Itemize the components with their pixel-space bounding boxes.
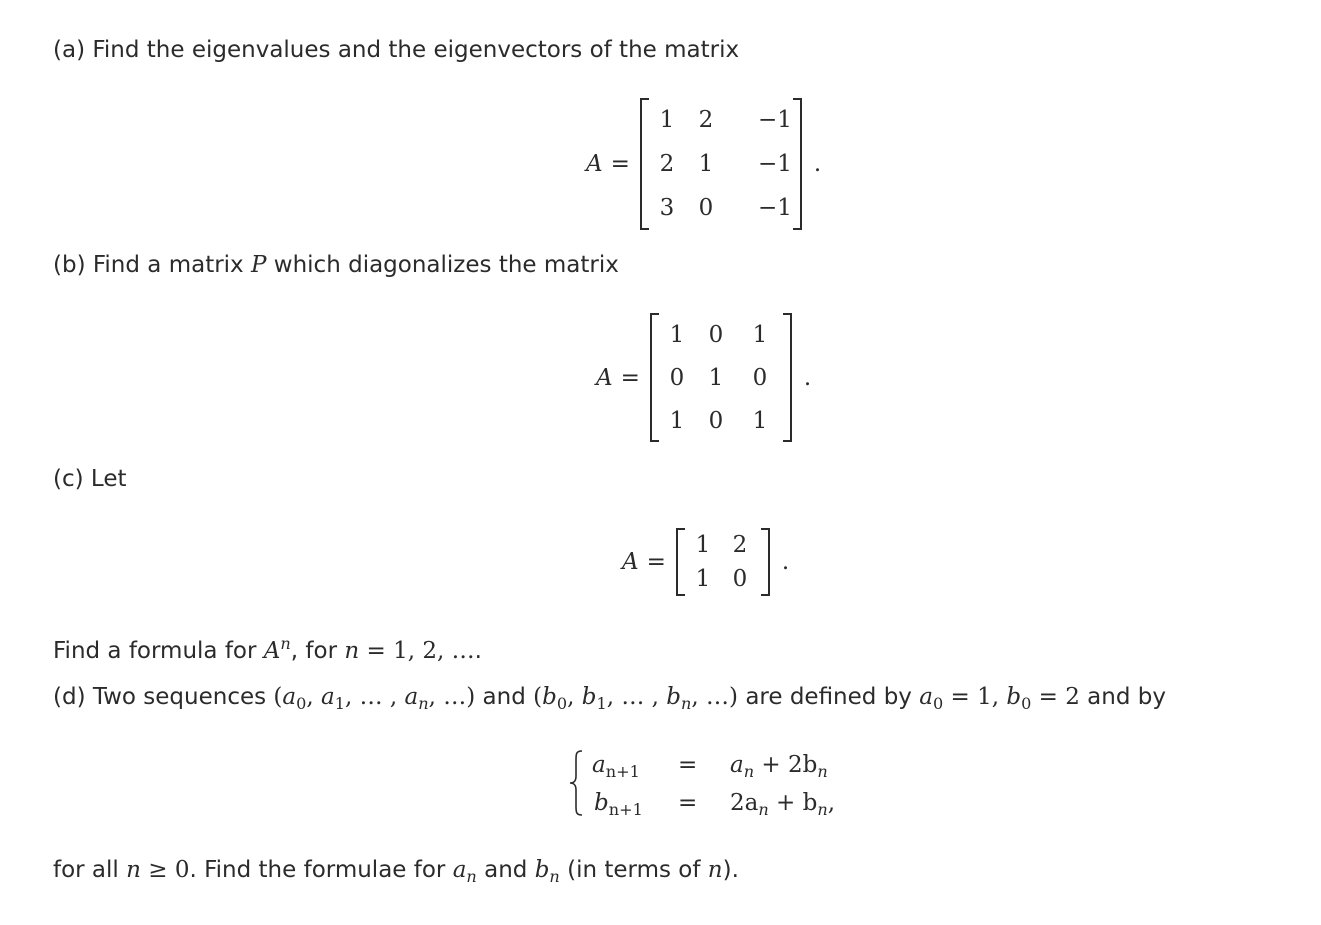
matrix-a-cell: −1 (758, 195, 792, 221)
matrix-b (650, 313, 792, 442)
recurrence-eq-2: = (678, 790, 698, 816)
part-a-text: (a) Find the eigenvalues and the eigenvectors of the matrix (53, 37, 740, 63)
matrix-a-cell: 2 (698, 107, 714, 133)
matrix-a-cell: 1 (659, 107, 675, 133)
part-b-text: (b) Find a matrix P which diagonalizes the matrix (53, 252, 619, 278)
matrix-b-cell: 0 (752, 364, 768, 391)
matrix-c-cell: 2 (732, 532, 748, 558)
matrix-a-cell: 1 (698, 151, 714, 177)
matrix-a-cell: 2 (659, 151, 675, 177)
matrix-b-cell: 0 (708, 407, 724, 434)
matrix-a (640, 98, 802, 230)
matrix-a-cell: −1 (758, 151, 792, 177)
matrix-a-cell: 0 (698, 195, 714, 221)
matrix-b-period: . (803, 364, 812, 391)
matrix-b-lhs: A = (596, 364, 640, 391)
matrix-a-cell: 3 (659, 195, 675, 221)
matrix-b-cell: 1 (669, 407, 685, 434)
matrix-b-cell: 0 (708, 321, 724, 348)
matrix-b-cell: 1 (752, 321, 768, 348)
matrix-a-equation (586, 98, 821, 230)
matrix-b-equation (596, 313, 811, 442)
recurrence-row-1: $a_{n+1}$ (592, 752, 640, 781)
left-brace-icon (568, 748, 588, 818)
recurrence-eq-1: = (678, 752, 698, 778)
part-c-text: (c) Let (53, 466, 127, 492)
recurrence-rhs-2: $2a_n + b_n$, (730, 790, 836, 819)
matrix-c-cell: 1 (695, 566, 711, 592)
matrix-b-cell: 1 (669, 321, 685, 348)
matrix-a-period: . (813, 151, 822, 177)
recurrence-rhs-1: $a_n + 2b_n$ (730, 752, 828, 781)
matrix-a-lhs: A = (586, 151, 630, 177)
matrix-c-equation (622, 528, 789, 596)
part-c-formula: Find a formula for $A^n$, for n = 1, 2, …. (53, 634, 482, 664)
matrix-c-cell: 1 (695, 532, 711, 558)
matrix-b-cell: 0 (669, 364, 685, 391)
matrix-c (676, 528, 770, 596)
variable-p: P (250, 252, 267, 278)
part-d-text: (d) Two sequences ($a_0$, $a_1$, … , $a_n$, …) and ($b_0$, $b_1$, … , $b_n$, …) are defined by $a_0 = 1$, $b_0 = 2$ and by (53, 684, 1166, 713)
matrix-a-cell: −1 (758, 107, 792, 133)
recurrence-row-2: $b_{n+1}$ (594, 790, 643, 819)
matrix-c-cell: 0 (732, 566, 748, 592)
matrix-b-cell: 1 (708, 364, 724, 391)
part-d-final: for all n ≥ 0. Find the formulae for $a_n$ and $b_n$ (in terms of n). (53, 857, 739, 886)
matrix-b-cell: 1 (752, 407, 768, 434)
matrix-c-lhs: A = (622, 549, 666, 575)
matrix-c-period: . (781, 549, 790, 575)
